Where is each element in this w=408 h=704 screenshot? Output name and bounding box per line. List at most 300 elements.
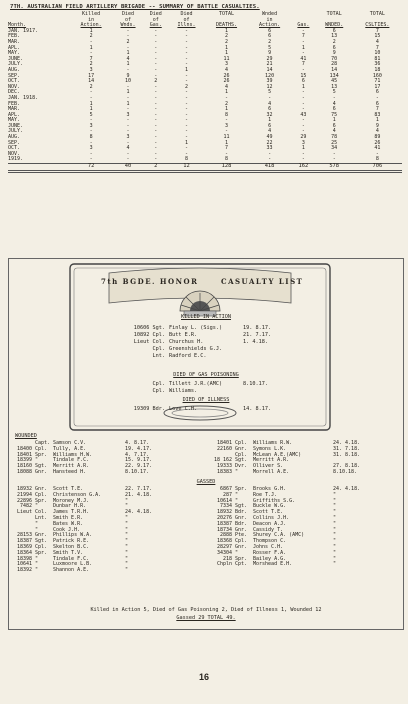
value-cell: 45 bbox=[331, 78, 338, 85]
value-cell: - bbox=[301, 122, 305, 129]
date: 4. 7.17. bbox=[125, 451, 150, 458]
value-cell: 14 bbox=[266, 66, 273, 73]
value-cell: 12 bbox=[266, 83, 273, 90]
service-number: 18368 bbox=[216, 538, 232, 545]
column-header: Died bbox=[149, 11, 162, 17]
rank: Pte. bbox=[235, 532, 248, 539]
value-cell: 1 bbox=[89, 100, 93, 107]
month-cell: SEP. bbox=[8, 72, 21, 79]
rank: Sgt. bbox=[35, 463, 48, 470]
totals-row bbox=[8, 164, 402, 172]
value-cell: 2 bbox=[268, 38, 272, 45]
service-number: 10614 bbox=[216, 497, 232, 504]
name: Hansteed H. bbox=[53, 468, 87, 475]
month-cell: FEB. bbox=[8, 100, 21, 107]
value-cell: - bbox=[301, 66, 305, 73]
value-cell: 6 bbox=[301, 78, 305, 85]
date: 8.10.18. bbox=[333, 468, 358, 475]
column-header: in bbox=[266, 16, 273, 23]
value-cell: 41 bbox=[374, 145, 381, 152]
date: 19. 4.17. bbox=[125, 445, 153, 452]
value-cell: 5 bbox=[89, 111, 93, 118]
value-cell: - bbox=[301, 156, 305, 163]
rank: " bbox=[235, 491, 239, 498]
value-cell: 26 bbox=[223, 72, 230, 79]
service-number: 18398 bbox=[16, 555, 32, 562]
value-cell: - bbox=[154, 55, 158, 62]
value-cell: - bbox=[184, 50, 188, 57]
value-cell: - bbox=[268, 150, 272, 157]
value-cell: 89 bbox=[374, 134, 381, 141]
date: 24. 4.18. bbox=[333, 486, 361, 492]
column-header: Month. bbox=[8, 22, 27, 29]
value-cell: 18 bbox=[374, 66, 381, 73]
value-cell: 2 bbox=[332, 38, 336, 45]
value-cell: 29 bbox=[266, 55, 273, 62]
service-number: 28297 bbox=[216, 543, 232, 550]
name: Christenson G.A. bbox=[53, 491, 102, 498]
date: 21. 4.18. bbox=[125, 491, 153, 498]
entry-name: Love C.H. bbox=[169, 406, 198, 412]
value-cell: 8 bbox=[184, 156, 188, 163]
gassed-title: GASSED bbox=[196, 479, 216, 485]
value-cell: 4 bbox=[375, 38, 379, 45]
date: " bbox=[333, 555, 337, 562]
value-cell: 6 bbox=[268, 106, 272, 113]
value-cell: - bbox=[154, 44, 158, 51]
date: 22. 9.17. bbox=[125, 463, 153, 470]
value-cell: - bbox=[332, 150, 336, 157]
name: Merritt A.R. bbox=[53, 463, 90, 470]
rank: Dvr. bbox=[235, 463, 248, 470]
value-cell: - bbox=[154, 38, 158, 45]
month-cell: APL. bbox=[8, 111, 21, 118]
rank: " bbox=[35, 520, 39, 527]
value-cell: 3 bbox=[89, 122, 93, 129]
value-cell: 4 bbox=[126, 55, 130, 62]
value-cell: 1 bbox=[224, 139, 228, 146]
value-cell: - bbox=[184, 33, 188, 40]
page-number: 16 bbox=[198, 672, 209, 682]
value-cell: - bbox=[184, 122, 188, 129]
value-cell: 17 bbox=[374, 83, 381, 90]
value-cell: 4 bbox=[268, 100, 272, 107]
month-cell: NOV. bbox=[8, 150, 21, 157]
value-cell: 81 bbox=[374, 55, 381, 62]
value-cell: 9 bbox=[126, 72, 130, 79]
value-cell: - bbox=[224, 94, 228, 101]
value-cell: 2 bbox=[184, 83, 188, 90]
value-cell: 2 bbox=[126, 38, 130, 45]
value-cell: 1 bbox=[126, 61, 130, 68]
date: " bbox=[333, 491, 337, 498]
value-cell: - bbox=[89, 38, 93, 45]
value-cell: - bbox=[154, 72, 158, 79]
value-cell: - bbox=[301, 94, 305, 101]
service-number: 21994 bbox=[16, 491, 32, 498]
date: " bbox=[125, 532, 129, 539]
date: " bbox=[333, 509, 337, 516]
value-cell: 6 bbox=[268, 27, 272, 34]
value-cell: 8 bbox=[375, 156, 379, 163]
service-number: 10641 bbox=[16, 561, 32, 568]
value-cell: 134 bbox=[329, 72, 339, 79]
column-header: TOTAL bbox=[326, 11, 342, 17]
column-header: Died bbox=[180, 11, 193, 17]
date: 27. 8.18. bbox=[333, 463, 361, 470]
value-cell: 14 bbox=[331, 66, 338, 73]
rank: Gnr. bbox=[35, 532, 48, 539]
service-number: 2888 bbox=[219, 532, 232, 539]
value-cell: 71 bbox=[374, 78, 381, 85]
rank: Spr. bbox=[35, 497, 48, 504]
name: Williams H.W. bbox=[53, 451, 93, 458]
total-cell: 12 bbox=[168, 164, 205, 172]
rank: Spr. bbox=[35, 549, 48, 556]
value-cell: 1 bbox=[224, 50, 228, 57]
name: Williams R.W. bbox=[253, 440, 293, 446]
value-cell: - bbox=[126, 150, 130, 157]
date: " bbox=[125, 514, 129, 521]
column-header: WNDED. bbox=[325, 22, 344, 29]
value-cell: - bbox=[126, 156, 130, 163]
value-cell: - bbox=[332, 94, 336, 101]
value-cell: - bbox=[89, 50, 93, 57]
value-cell: 3 bbox=[126, 111, 130, 118]
month-cell: JAN. 1918. bbox=[8, 94, 39, 101]
value-cell: - bbox=[184, 55, 188, 62]
value-cell: 2 bbox=[224, 33, 228, 40]
value-cell: - bbox=[332, 156, 336, 163]
value-cell: 11 bbox=[223, 134, 230, 141]
value-cell: 11 bbox=[223, 55, 230, 62]
rank: Lnt. bbox=[35, 514, 48, 521]
value-cell: 4 bbox=[224, 83, 228, 90]
name: Roe T.J. bbox=[253, 491, 278, 498]
column-header: DEATHS. bbox=[215, 22, 238, 29]
name: Collins J.H. bbox=[253, 514, 290, 521]
value-cell: 26 bbox=[374, 139, 381, 146]
entry-date: 21. 7.17. bbox=[243, 332, 272, 338]
value-cell: - bbox=[154, 117, 158, 124]
entry-name: Tillett J.R.(AMC) bbox=[169, 381, 223, 387]
value-cell: - bbox=[154, 66, 158, 73]
honour-heading-left: 7th BGDE. HONOR bbox=[101, 277, 199, 286]
value-cell: - bbox=[224, 128, 228, 135]
value-cell: 28 bbox=[331, 61, 338, 68]
name: Bailey A.G. bbox=[253, 555, 287, 562]
date: " bbox=[125, 503, 129, 510]
value-cell: 21 bbox=[266, 61, 273, 68]
entry-name: Churchus H. bbox=[169, 339, 204, 345]
rank: Gnr. bbox=[235, 526, 248, 533]
value-cell: 29 bbox=[300, 134, 307, 141]
entry-date: 1. 4.18. bbox=[243, 339, 268, 345]
rank: Cpl. bbox=[35, 491, 48, 498]
month-cell: JULY. bbox=[8, 61, 24, 68]
value-cell: 1 bbox=[224, 44, 228, 51]
name: Johns C.H. bbox=[253, 543, 284, 550]
date: 22. 7.17. bbox=[125, 486, 153, 492]
value-cell: 7 bbox=[375, 44, 379, 51]
service-number: 18387 bbox=[216, 520, 232, 527]
value-cell: 5 bbox=[332, 89, 336, 96]
name: Tindale F.C. bbox=[53, 555, 90, 562]
date: " bbox=[125, 567, 129, 574]
value-cell: - bbox=[301, 50, 305, 57]
value-cell: - bbox=[184, 94, 188, 101]
column-header: of bbox=[125, 16, 132, 23]
name: Griffiths S.G. bbox=[253, 497, 296, 504]
rank: " bbox=[35, 555, 39, 562]
value-cell: - bbox=[184, 38, 188, 45]
name: Symons L.K. bbox=[253, 445, 287, 452]
value-cell: 75 bbox=[331, 111, 338, 118]
date: " bbox=[125, 526, 129, 533]
column-header: Wnded bbox=[262, 11, 278, 17]
service-number: 18401 bbox=[216, 440, 232, 446]
value-cell: - bbox=[154, 106, 158, 113]
honour-heading bbox=[101, 267, 321, 297]
value-cell: 3 bbox=[224, 122, 228, 129]
name: Olliver S. bbox=[253, 463, 284, 470]
name: Shannon A.E. bbox=[53, 567, 90, 574]
value-cell: 70 bbox=[331, 55, 338, 62]
honour-footer-line2: Gassed 29 TOTAL 49. bbox=[176, 615, 236, 621]
value-cell: 3 bbox=[224, 61, 228, 68]
service-number: 18734 bbox=[216, 526, 232, 533]
value-cell: - bbox=[154, 156, 158, 163]
value-cell: - bbox=[268, 94, 272, 101]
date: " bbox=[333, 520, 337, 527]
rank: Spr. bbox=[235, 486, 248, 492]
value-cell: 4 bbox=[268, 128, 272, 135]
value-cell: - bbox=[375, 94, 379, 101]
value-cell: - bbox=[89, 150, 93, 157]
value-cell: 1 bbox=[224, 27, 228, 34]
value-cell: - bbox=[154, 33, 158, 40]
value-cell: - bbox=[184, 89, 188, 96]
name: Smith E.R. bbox=[53, 514, 84, 521]
value-cell: 14 bbox=[88, 78, 95, 85]
rank: " bbox=[35, 457, 39, 464]
value-cell: 4 bbox=[375, 128, 379, 135]
value-cell: - bbox=[89, 156, 93, 163]
value-cell: 1 bbox=[375, 117, 379, 124]
wounded-title: WOUNDED bbox=[15, 433, 37, 439]
value-cell: 1 bbox=[89, 44, 93, 51]
entry-rank: Cpl. bbox=[152, 381, 165, 387]
value-cell: - bbox=[126, 66, 130, 73]
entry-name: Finlay L. (Sigs.) bbox=[169, 325, 223, 331]
value-cell: - bbox=[375, 150, 379, 157]
service-number: 20276 bbox=[216, 514, 232, 521]
value-cell: 6 bbox=[375, 89, 379, 96]
value-cell: - bbox=[301, 106, 305, 113]
value-cell: - bbox=[301, 100, 305, 107]
total-cell: 162 bbox=[291, 164, 316, 172]
value-cell: - bbox=[126, 44, 130, 51]
value-cell: 1 bbox=[126, 89, 130, 96]
total-cell: 418 bbox=[248, 164, 291, 172]
service-number: 28153 bbox=[16, 532, 32, 539]
name: Thompson C. bbox=[253, 538, 287, 545]
value-cell: - bbox=[184, 100, 188, 107]
value-cell: 8 bbox=[224, 156, 228, 163]
rank: Cpl. bbox=[35, 543, 48, 550]
value-cell: - bbox=[184, 117, 188, 124]
casualty-summary-table bbox=[8, 12, 402, 173]
entry-rank: 10892 Cpl. bbox=[133, 332, 165, 338]
total-cell: 128 bbox=[205, 164, 248, 172]
value-cell: - bbox=[154, 111, 158, 118]
value-cell: 9 bbox=[332, 50, 336, 57]
value-cell: 2 bbox=[89, 61, 93, 68]
service-number: 18387 bbox=[16, 538, 32, 545]
month-cell: JUNE. bbox=[8, 55, 24, 62]
value-cell: 8 bbox=[89, 134, 93, 141]
rank: Cpl. bbox=[235, 538, 248, 545]
date: " bbox=[333, 543, 337, 550]
name: Skelton B.C. bbox=[53, 543, 90, 550]
value-cell: 1 bbox=[184, 66, 188, 73]
value-cell: - bbox=[184, 106, 188, 113]
value-cell: 36 bbox=[374, 61, 381, 68]
value-cell: - bbox=[184, 150, 188, 157]
value-cell: 49 bbox=[266, 134, 273, 141]
name: Morrell A.E. bbox=[253, 468, 290, 475]
honour-casualty-list bbox=[8, 258, 404, 630]
value-cell: - bbox=[126, 27, 130, 34]
value-cell: - bbox=[154, 61, 158, 68]
service-number: 7334 bbox=[219, 503, 232, 510]
value-cell: 6 bbox=[332, 44, 336, 51]
value-cell: 5 bbox=[268, 44, 272, 51]
month-cell: AUG. bbox=[8, 66, 21, 73]
service-number: 7482 bbox=[19, 503, 32, 510]
value-cell: 78 bbox=[331, 134, 338, 141]
honour-heading-right: CASUALTY LIST bbox=[221, 277, 304, 286]
entry-rank: Lnt. bbox=[152, 353, 165, 359]
value-cell: 41 bbox=[300, 55, 307, 62]
killed-title: KILLED IN ACTION bbox=[181, 314, 231, 320]
column-header: CSLTIES. bbox=[365, 22, 390, 29]
entry-rank: Cpl. bbox=[152, 346, 165, 352]
rank: Spr. bbox=[235, 555, 248, 562]
value-cell: 22 bbox=[266, 139, 273, 146]
column-header: Action. bbox=[259, 22, 281, 29]
rank: Spr. bbox=[35, 451, 48, 458]
value-cell: - bbox=[184, 111, 188, 118]
value-cell: 13 bbox=[331, 33, 338, 40]
page-title: 7TH. AUSTRALIAN FIELD ARTILLERY BRIGADE -- SUMMARY OF BATTLE CASUALTIES. bbox=[10, 4, 260, 10]
value-cell: - bbox=[184, 72, 188, 79]
date: 8.10.17. bbox=[125, 468, 150, 475]
value-cell: - bbox=[154, 100, 158, 107]
value-cell: 2 bbox=[224, 100, 228, 107]
column-header: Gas. bbox=[149, 22, 162, 29]
value-cell: - bbox=[126, 94, 130, 101]
value-cell: - bbox=[154, 145, 158, 152]
value-cell: 6 bbox=[332, 106, 336, 113]
month-cell: NOV. bbox=[8, 83, 21, 90]
name: Merritt A.R. bbox=[253, 457, 290, 464]
value-cell: - bbox=[154, 134, 158, 141]
value-cell: 4 bbox=[332, 128, 336, 135]
value-cell: - bbox=[126, 117, 130, 124]
column-header: Died bbox=[121, 11, 135, 17]
value-cell: 1 bbox=[224, 89, 228, 96]
name: Scott T.E. bbox=[53, 486, 84, 492]
column-header: Action. bbox=[80, 22, 102, 29]
entry-date: 19. 8.17. bbox=[243, 325, 272, 331]
service-number: 22160 bbox=[216, 445, 232, 452]
service-number: 18932 bbox=[16, 486, 32, 492]
value-cell: 1 bbox=[268, 117, 272, 124]
value-cell: - bbox=[301, 128, 305, 135]
column-header: TOTAL bbox=[369, 11, 385, 17]
date: 31. 7.18. bbox=[333, 445, 361, 452]
rank: " bbox=[35, 561, 39, 568]
column-header: Illns. bbox=[177, 22, 196, 29]
service-number: 18160 bbox=[16, 463, 32, 470]
value-cell: - bbox=[89, 94, 93, 101]
name: Scott T.E. bbox=[253, 509, 284, 516]
name: Luxmoore L.B. bbox=[53, 561, 93, 568]
value-cell: - bbox=[154, 83, 158, 90]
date: 24. 4.18. bbox=[333, 440, 361, 446]
value-cell: 10 bbox=[374, 50, 381, 57]
total-cell: 40 bbox=[113, 164, 144, 172]
entry-date: 8.10.17. bbox=[243, 381, 268, 387]
entry-date: 14. 8.17. bbox=[243, 406, 272, 412]
value-cell: 1 bbox=[224, 106, 228, 113]
total-cell: 72 bbox=[70, 164, 113, 172]
value-cell: 4 bbox=[332, 100, 336, 107]
value-cell: 3 bbox=[301, 139, 305, 146]
rank: Cpl. bbox=[35, 445, 48, 452]
month-cell: 1919. bbox=[8, 156, 24, 163]
total-cell: 578 bbox=[316, 164, 353, 172]
value-cell: - bbox=[301, 150, 305, 157]
date: " bbox=[125, 555, 129, 562]
value-cell: 39 bbox=[266, 78, 273, 85]
name: Cook J.H. bbox=[53, 526, 81, 533]
month-cell: SEP. bbox=[8, 139, 21, 146]
value-cell: 15 bbox=[300, 72, 307, 79]
value-cell: - bbox=[268, 156, 272, 163]
value-cell: - bbox=[184, 78, 188, 85]
service-number: 218 bbox=[222, 555, 232, 562]
value-cell: - bbox=[301, 27, 305, 34]
date: " bbox=[333, 503, 337, 510]
date: " bbox=[125, 549, 129, 556]
month-cell: OCT. bbox=[8, 78, 21, 85]
name: Phillips W.A. bbox=[53, 532, 93, 539]
rank: Gnr. bbox=[235, 445, 248, 452]
value-cell: 6 bbox=[332, 27, 336, 34]
value-cell: 2 bbox=[89, 33, 93, 40]
value-cell: 1 bbox=[89, 27, 93, 34]
month-cell: AUG. bbox=[8, 134, 21, 141]
value-cell: 1 bbox=[89, 106, 93, 113]
name: Dunbar H.R. bbox=[53, 503, 87, 510]
value-cell: - bbox=[126, 128, 130, 135]
date: " bbox=[333, 526, 337, 533]
value-cell: 7 bbox=[375, 27, 379, 34]
value-cell: - bbox=[301, 117, 305, 124]
total-cell bbox=[8, 164, 70, 172]
